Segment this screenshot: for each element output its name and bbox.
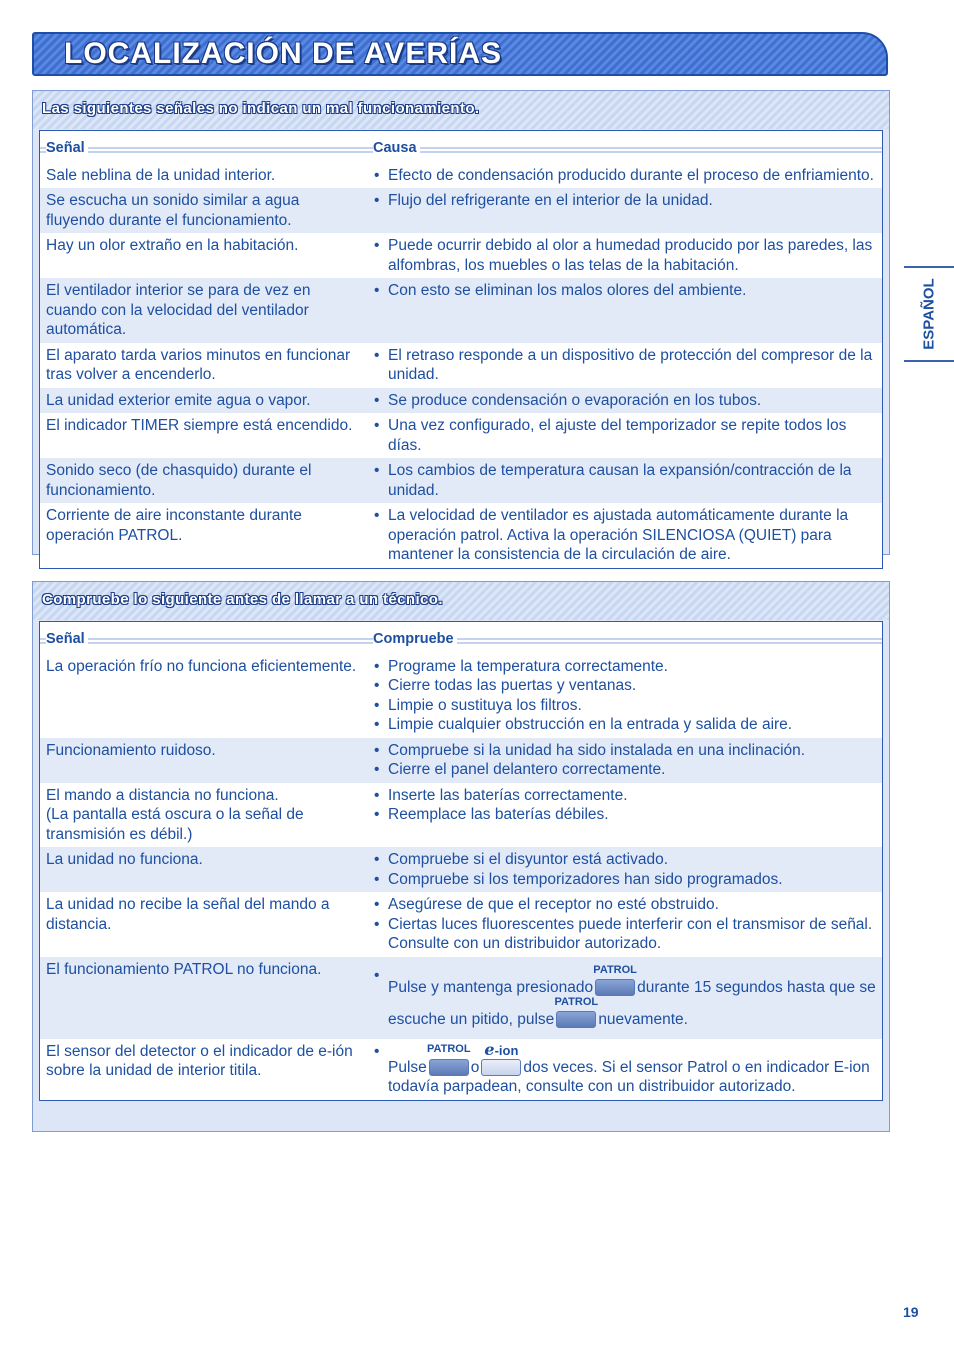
column-header-cause: Causa xyxy=(367,131,883,163)
signal-cell: La unidad exterior emite agua o vapor. xyxy=(40,388,368,414)
cause-item: • Se produce condensación o evaporación en los tubos. xyxy=(373,391,877,411)
check-item xyxy=(373,960,877,1036)
normal-signals-table xyxy=(39,130,883,569)
signal-cell: Sale neblina de la unidad interior. xyxy=(46,166,276,184)
check-list xyxy=(373,1039,877,1097)
signal-cell: La unidad no funciona. xyxy=(40,847,368,892)
check-item: • Inserte las baterías correctamente. xyxy=(373,786,877,806)
column-header-signal: Señal xyxy=(40,131,368,163)
check-item: • Cierre todas las puertas y ventanas. xyxy=(373,676,877,696)
signal-cell: La unidad no recibe la señal del mando a distancia. xyxy=(46,896,330,933)
signal-cell: Hay un olor extraño en la habitación. xyxy=(46,237,299,254)
check-item: • Compruebe si los temporizadores han sido programados. xyxy=(373,870,877,890)
check-cell xyxy=(367,783,883,848)
title-bar xyxy=(32,32,888,76)
section-header xyxy=(33,91,889,129)
table-row xyxy=(40,233,883,278)
patrol-button-label: PATROL xyxy=(554,995,599,1008)
cause-list xyxy=(373,391,877,411)
cause-item: • Con esto se eliminan los malos olores del ambiente. xyxy=(373,281,877,301)
cause-list xyxy=(373,506,877,565)
table-row xyxy=(40,1039,883,1101)
cause-cell xyxy=(367,163,883,189)
cause-cell xyxy=(367,233,883,278)
check-cell xyxy=(367,738,883,783)
e-ion-button-label xyxy=(484,1040,518,1061)
table-row xyxy=(40,163,883,189)
check-text: durante 15 segundos hasta que se escuche un pitido, pulse xyxy=(388,978,876,1028)
check-item: • Asegúrese de que el receptor no esté obstruido. xyxy=(373,895,877,915)
table-row xyxy=(40,278,883,343)
table-row xyxy=(40,957,883,1039)
check-cell xyxy=(367,847,883,892)
check-text: nuevamente. xyxy=(598,1010,688,1028)
table-row xyxy=(40,892,883,957)
signal-cell: El funcionamiento PATROL no funciona. xyxy=(40,957,368,1039)
check-list xyxy=(373,657,877,735)
signal-cell: El ventilador interior se para de vez en cuando con la velocidad del ventilador automática. xyxy=(40,278,368,343)
section-heading: Compruebe lo siguiente antes de llamar a un técnico. xyxy=(42,591,443,608)
cause-cell xyxy=(367,388,883,414)
check-text: Pulse y mantenga presionado xyxy=(388,978,594,996)
cause-item: • El retraso responde a un dispositivo de protección del compresor de la unidad. xyxy=(373,346,877,385)
check-cell xyxy=(367,957,883,1039)
signal-cell: El sensor del detector o el indicador de e-ión sobre la unidad de interior titila. xyxy=(46,1042,353,1080)
patrol-button xyxy=(554,995,599,1036)
cause-list xyxy=(373,166,877,186)
column-header-signal: Señal xyxy=(40,622,368,654)
patrol-button xyxy=(593,963,637,1004)
table-row xyxy=(40,413,883,458)
check-list xyxy=(373,786,877,825)
e-ion-logo-e: e xyxy=(484,1039,495,1059)
table-row xyxy=(40,503,883,568)
signal-cell: El mando a distancia no funciona. (La pantalla está oscura o la señal de transmisión es débil.) xyxy=(46,786,304,843)
check-cell xyxy=(367,654,883,738)
patrol-button-icon xyxy=(429,1059,469,1076)
check-text: o xyxy=(470,1058,480,1076)
page-number: 19 xyxy=(903,1304,919,1320)
check-list xyxy=(373,741,877,780)
check-item: • Reemplace las baterías débiles. xyxy=(373,805,877,825)
signal-cell: El aparato tarda varios minutos en funcionar tras volver a encenderlo. xyxy=(46,346,351,383)
cause-cell xyxy=(367,343,883,388)
cause-cell xyxy=(367,188,883,233)
signal-cell: La operación frío no funciona eficientemente. xyxy=(46,657,357,675)
cause-item: • Efecto de condensación producido durante el proceso de enfriamiento. xyxy=(373,166,877,186)
table-row xyxy=(40,343,883,388)
check-item xyxy=(373,1039,877,1097)
signal-cell: Corriente de aire inconstante durante operación PATROL. xyxy=(46,507,302,544)
check-item: • Limpie o sustituya los filtros. xyxy=(373,696,877,716)
cause-item: • Una vez configurado, el ajuste del temporizador se repite todos los días. xyxy=(373,416,877,455)
patrol-button-label: PATROL xyxy=(593,963,637,976)
cause-item: • Puede ocurrir debido al olor a humedad producido por las paredes, las alfombras, los muebles o las telas de la habitación. xyxy=(373,236,877,275)
check-cell xyxy=(367,1039,883,1101)
cause-item: • Los cambios de temperatura causan la expansión/contracción de la unidad. xyxy=(373,461,877,500)
cause-item: • Flujo del refrigerante en el interior de la unidad. xyxy=(373,191,877,211)
check-cell xyxy=(367,892,883,957)
cause-list xyxy=(373,281,877,301)
check-item: • Programe la temperatura correctamente. xyxy=(373,657,877,677)
table-row xyxy=(40,783,883,848)
check-text: dos veces. Si el sensor Patrol o en indicador E-ion todavía parpadean, consulte con un distribuidor autorizado. xyxy=(388,1058,870,1096)
check-before-calling-section xyxy=(32,581,890,1132)
table-row xyxy=(40,738,883,783)
cause-list xyxy=(373,346,877,385)
check-list xyxy=(373,895,877,954)
check-item: • Compruebe si el disyuntor está activado. xyxy=(373,850,877,870)
cause-list xyxy=(373,416,877,455)
cause-list xyxy=(373,461,877,500)
check-text: Pulse xyxy=(388,1058,427,1076)
table-header-row xyxy=(40,622,883,654)
signal-cell: Se escucha un sonido similar a agua fluyendo durante el funcionamiento. xyxy=(40,188,368,233)
language-tab xyxy=(904,266,954,362)
check-item: • Cierre el panel delantero correctamente. xyxy=(373,760,877,780)
cause-cell xyxy=(367,503,883,568)
check-item: • Ciertas luces fluorescentes puede interferir con el transmisor de señal. Consulte con un distribuidor autorizado. xyxy=(373,915,877,954)
section-header xyxy=(33,582,889,620)
signal-cell: Sonido seco (de chasquido) durante el funcionamiento. xyxy=(40,458,368,503)
e-ion-button xyxy=(481,1039,521,1078)
normal-signals-section xyxy=(32,90,890,563)
check-item: • Limpie cualquier obstrucción en la entrada y salida de aire. xyxy=(373,715,877,735)
check-item: • Compruebe si la unidad ha sido instalada en una inclinación. xyxy=(373,741,877,761)
cause-list xyxy=(373,191,877,211)
table-row xyxy=(40,847,883,892)
table-body xyxy=(40,163,883,569)
e-ion-button-icon xyxy=(481,1059,521,1076)
table-body xyxy=(40,654,883,1101)
check-table xyxy=(39,621,883,1101)
cause-item: • La velocidad de ventilador es ajustada automáticamente durante la operación patrol. Activa la operación SILENCIOSA (QUIET) para mantener la consistencia de la circulación de aire. xyxy=(373,506,877,565)
check-list xyxy=(373,960,877,1036)
table-row xyxy=(40,388,883,414)
cause-cell xyxy=(367,278,883,343)
check-list xyxy=(373,850,877,889)
signal-cell: El indicador TIMER siempre está encendido. xyxy=(46,417,353,434)
cause-cell xyxy=(367,413,883,458)
table-row xyxy=(40,654,883,738)
table-row xyxy=(40,458,883,503)
section-heading: Las siguientes señales no indican un mal funcionamiento. xyxy=(42,100,480,117)
e-ion-logo-suffix: -ion xyxy=(494,1042,519,1058)
cause-list xyxy=(373,236,877,275)
column-header-check: Compruebe xyxy=(367,622,883,654)
signal-cell: Funcionamiento ruidoso. xyxy=(40,738,368,783)
table-header-row xyxy=(40,131,883,163)
patrol-button-label: PATROL xyxy=(426,1042,471,1055)
page-title: LOCALIZACIÓN DE AVERÍAS xyxy=(64,37,503,70)
patrol-button xyxy=(426,1042,471,1078)
cause-cell xyxy=(367,458,883,503)
language-tab-label: ESPAÑOL xyxy=(920,278,938,350)
table-row xyxy=(40,188,883,233)
